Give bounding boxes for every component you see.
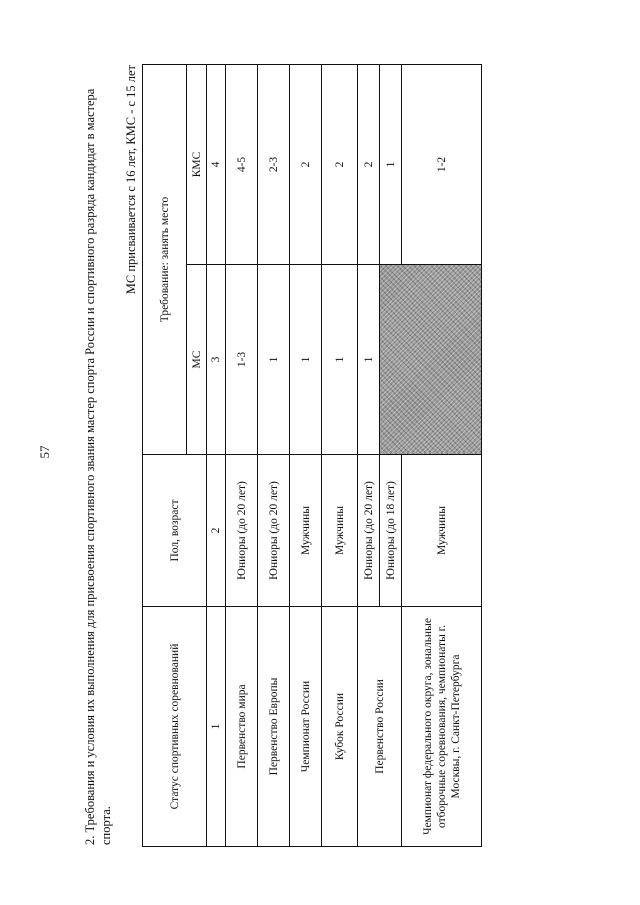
header-ms: МС [187, 265, 207, 455]
kms-cell: 2 [290, 64, 322, 264]
requirements-table [142, 64, 482, 847]
table-row [402, 64, 482, 846]
gender-cell: Мужчины [322, 455, 358, 607]
header-status: Статус спортивных соревнований [143, 607, 207, 847]
ms-cell: 1 [322, 265, 358, 455]
status-cell: Первенство России [358, 607, 402, 847]
kms-cell: 4-5 [226, 64, 258, 264]
gender-cell: Юниоры (до 20 лет) [226, 455, 258, 607]
table-row [258, 64, 290, 846]
ms-cell: 1 [290, 265, 322, 455]
gender-cell: Юниоры (до 20 лет) [258, 455, 290, 607]
header-requirement: Требование: занять место [143, 64, 187, 454]
col-number-1: 1 [207, 607, 226, 847]
kms-cell: 1-2 [402, 64, 482, 264]
ms-cell: 1 [258, 265, 290, 455]
ms-cell: 1-3 [226, 265, 258, 455]
table-row [358, 64, 380, 846]
status-cell: Кубок России [322, 607, 358, 847]
col-number-4: 4 [207, 64, 226, 264]
page-number: 57 [37, 445, 52, 459]
status-cell: Чемпионат России [290, 607, 322, 847]
table-row [290, 64, 322, 846]
kms-cell: 2 [322, 64, 358, 264]
gender-cell: Юниоры (до 18 лет) [380, 455, 402, 607]
status-cell: Чемпионат федерального округа, зональные отборочные соревнования, чемпионаты г. Москвы, г. Санкт-Петербурга [402, 607, 482, 847]
ms-cell-not-applicable [380, 265, 482, 455]
age-note: МС присваивается с 16 лет, КМС - с 15 лет [124, 65, 138, 295]
gender-cell: Юниоры (до 20 лет) [358, 455, 380, 607]
header-gender-age: Пол, возраст [143, 455, 207, 607]
status-cell: Первенство мира [226, 607, 258, 847]
table-row [226, 64, 258, 846]
ms-cell: 1 [358, 265, 380, 455]
kms-cell: 2-3 [258, 64, 290, 264]
table-row [322, 64, 358, 846]
col-number-3: 3 [207, 265, 226, 455]
kms-cell: 1 [380, 64, 402, 264]
col-number-2: 2 [207, 455, 226, 607]
header-kms: КМС [187, 64, 207, 264]
kms-cell: 2 [358, 64, 380, 264]
status-cell: Первенство Европы [258, 607, 290, 847]
section-caption: 2. Требования и условия их выполнения для присвоения спортивного звания мастер спорта России и спортивного разряда кандидат в мастера спорта. [83, 88, 113, 845]
gender-cell: Мужчины [402, 455, 482, 607]
gender-cell: Мужчины [290, 455, 322, 607]
